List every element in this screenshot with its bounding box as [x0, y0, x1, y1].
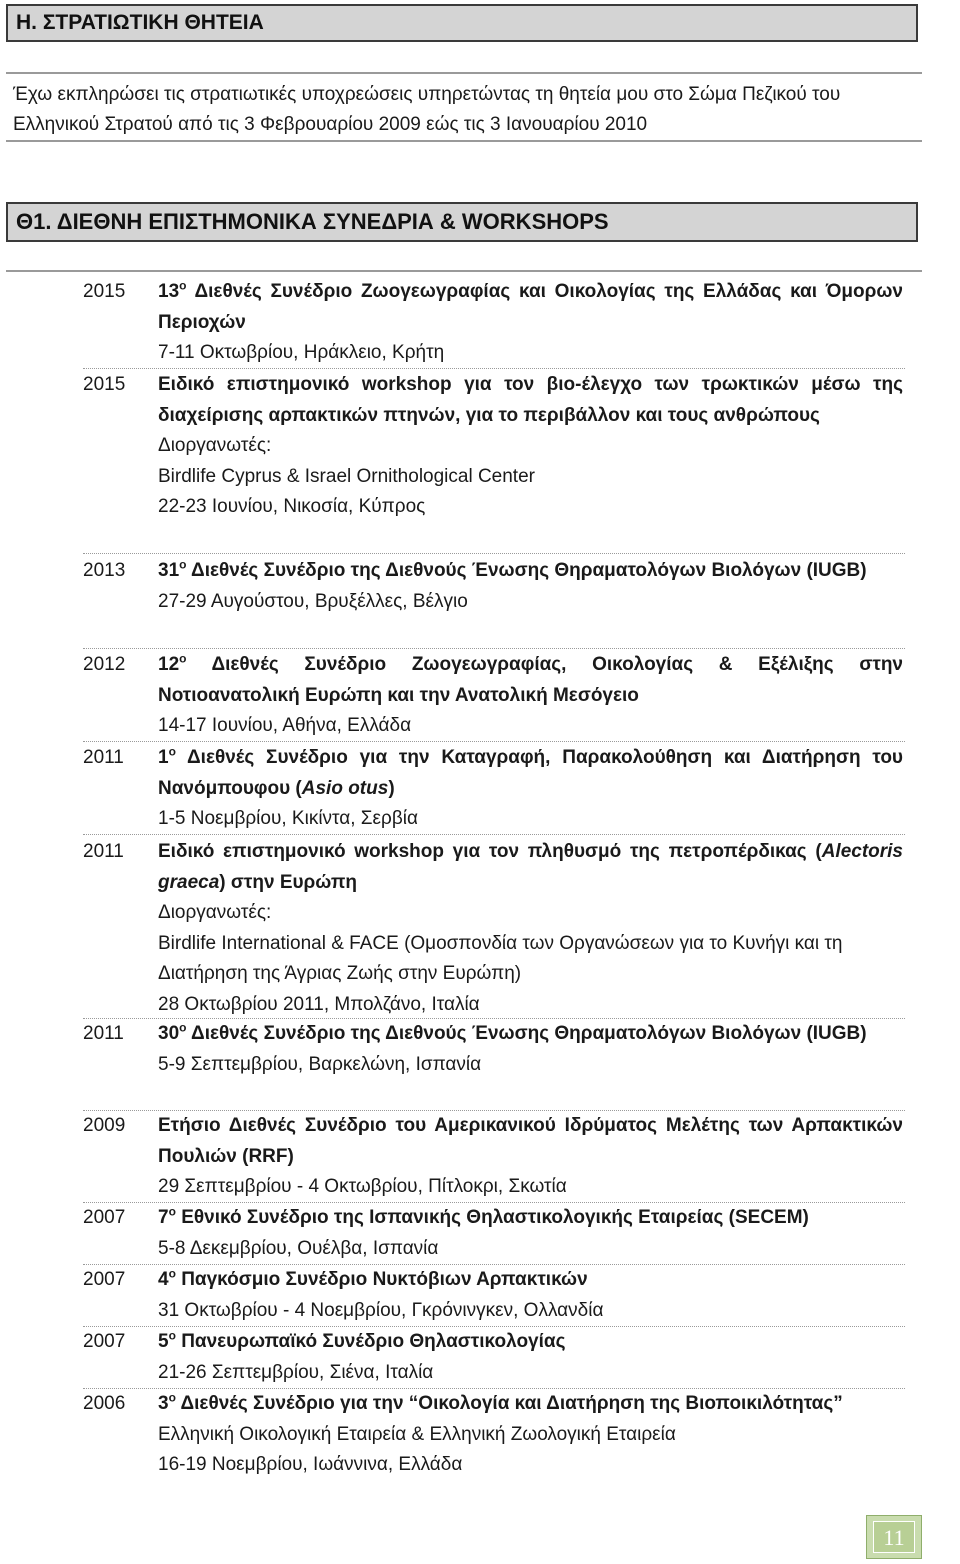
entry-detail: 29 Σεπτεμβρίου - 4 Οκτωβρίου, Πίτλοκρι, Σκωτία [158, 1176, 567, 1197]
divider [6, 140, 922, 142]
entry-separator [83, 741, 905, 742]
entry-year: 2015 [83, 374, 126, 395]
entry-separator [83, 834, 905, 835]
entry-separator [83, 648, 905, 649]
entry-title: $5^o$ Πανευρωπαϊκό Συνέδριο Θηλαστικολογίας [158, 1328, 566, 1352]
entry-detail: 16-19 Νοεμβρίου, Ιωάννινα, Ελλάδα [158, 1454, 463, 1475]
entry-year: 2007 [83, 1331, 126, 1352]
entry-title: Ειδικό επιστημονικό workshop για τον πληθυσμό της πετροπέρδικας (Alectoris graeca) στην Ευρώπη [158, 841, 903, 893]
entry-detail: 1-5 Νοεμβρίου, Κικίντα, Σερβία [158, 808, 418, 829]
entry-year: 2011 [83, 841, 124, 862]
entry-title: Ειδικό επιστημονικό workshop για τον βιο-έλεγχο των τρωκτικών μέσω της διαχείρισης αρπακτικών πτηνών, για το περιβάλλον και τους ανθρώπους [158, 374, 903, 426]
entry-title: $12^o$ Διεθνές Συνέδριο Ζωογεωγραφίας, Οικολογίας & Εξέλιξης στην Νοτιοανατολική Ευρώπη και την Ανατολική Μεσόγειο [158, 651, 903, 706]
entry-detail: 27-29 Αυγούστου, Βρυξέλλες, Βέλγιο [158, 590, 468, 612]
entry-year: 2007 [83, 1207, 126, 1228]
entry-year: 2015 [83, 281, 126, 302]
entry-detail: 14-17 Ιουνίου, Αθήνα, Ελλάδα [158, 715, 412, 736]
entry-detail: 31 Οκτωβρίου - 4 Νοεμβρίου, Γκρόνινγκεν, Ολλανδία [158, 1299, 604, 1321]
entry-detail: 5-9 Σεπτεμβρίου, Βαρκελώνη, Ισπανία [158, 1053, 482, 1075]
entry-title: $30^o$ Διεθνές Συνέδριο της Διεθνούς Ένωσης Θηραματολόγων Βιολόγων (IUGB) [158, 1020, 867, 1044]
divider [6, 270, 922, 272]
entry-detail: 21-26 Σεπτεμβρίου, Σιένα, Ιταλία [158, 1361, 434, 1383]
entry-detail: Διοργανωτές: [158, 435, 272, 456]
entry-separator [83, 553, 905, 554]
entry-title: $4^o$ Παγκόσμιο Συνέδριο Νυκτόβιων Αρπακτικών [158, 1266, 588, 1290]
section-theta1-title: Θ1. ΔΙΕΘΝΗ ΕΠΙΣΤΗΜΟΝΙΚΑ ΣΥΝΕΔΡΙΑ & WORKSHOPS [6, 202, 918, 242]
entry-year: 2011 [83, 747, 124, 768]
entry-detail: Ελληνική Οικολογική Εταιρεία & Ελληνική Ζωολογική Εταιρεία [158, 1423, 676, 1445]
entry-year: 2007 [83, 1269, 126, 1290]
entry-title: Ετήσιο Διεθνές Συνέδριο του Αμερικανικού Ιδρύματος Μελέτης των Αρπακτικών Πουλιών (RRF) [158, 1115, 903, 1167]
entry-detail: Birdlife International & FACE (Ομοσπονδία των Οργανώσεων για το Κυνήγι και τη Διατήρηση της Άγριας Ζωής στην Ευρώπη) [158, 932, 843, 984]
entry-detail: 7-11 Οκτωβρίου, Ηράκλειο, Κρήτη [158, 342, 445, 363]
entry-detail: Birdlife Cyprus & Israel Ornithological Center [158, 465, 535, 487]
entry-detail: Διοργανωτές: [158, 902, 272, 923]
entry-year: 2011 [83, 1023, 124, 1044]
entry-year: 2006 [83, 1393, 126, 1414]
entry-detail: 22-23 Ιουνίου, Νικοσία, Κύπρος [158, 496, 426, 517]
military-service-text: Έχω εκπληρώσει τις στρατιωτικές υποχρεώσεις υπηρετώντας τη θητεία μου στο Σώμα Πεζικού του Ελληνικού Στρατού από τις 3 Φεβρουαρίου 2009 εώς τις 3 Ιανουαρίου 2010 [13, 84, 841, 135]
entry-title: $13^o$ Διεθνές Συνέδριο Ζωογεωγραφίας και Οικολογίας της Ελλάδας και Όμορων Περιοχών [158, 278, 903, 333]
entry-separator [83, 368, 905, 369]
entry-title: $3^o$ Διεθνές Συνέδριο για την “Οικολογία και Διατήρηση της Βιοποικιλότητας” [158, 1390, 843, 1414]
entry-year: 2012 [83, 654, 126, 675]
section-h-title: Η. ΣΤΡΑΤΙΩΤΙΚΗ ΘΗΤΕΙΑ [6, 4, 918, 42]
divider [6, 72, 922, 74]
entry-detail: 28 Οκτωβρίου 2011, Μπολζάνο, Ιταλία [158, 993, 480, 1015]
entry-year: 2013 [83, 560, 126, 581]
entry-title: $1^o$ Διεθνές Συνέδριο για την Καταγραφή, Παρακολούθηση και Διατήρηση του Νανόμπουφου (Asio otus) [158, 744, 903, 799]
page-number: 11 [873, 1521, 915, 1553]
entry-title: $31^o$ Διεθνές Συνέδριο της Διεθνούς Ένωσης Θηραματολόγων Βιολόγων (IUGB) [158, 557, 867, 581]
entry-detail: 5-8 Δεκεμβρίου, Ουέλβα, Ισπανία [158, 1237, 439, 1259]
page-number-badge [866, 1515, 922, 1559]
entry-year: 2009 [83, 1115, 126, 1136]
entry-title: $7^o$ Εθνικό Συνέδριο της Ισπανικής Θηλαστικολογικής Εταιρείας (SECEM) [158, 1204, 809, 1228]
